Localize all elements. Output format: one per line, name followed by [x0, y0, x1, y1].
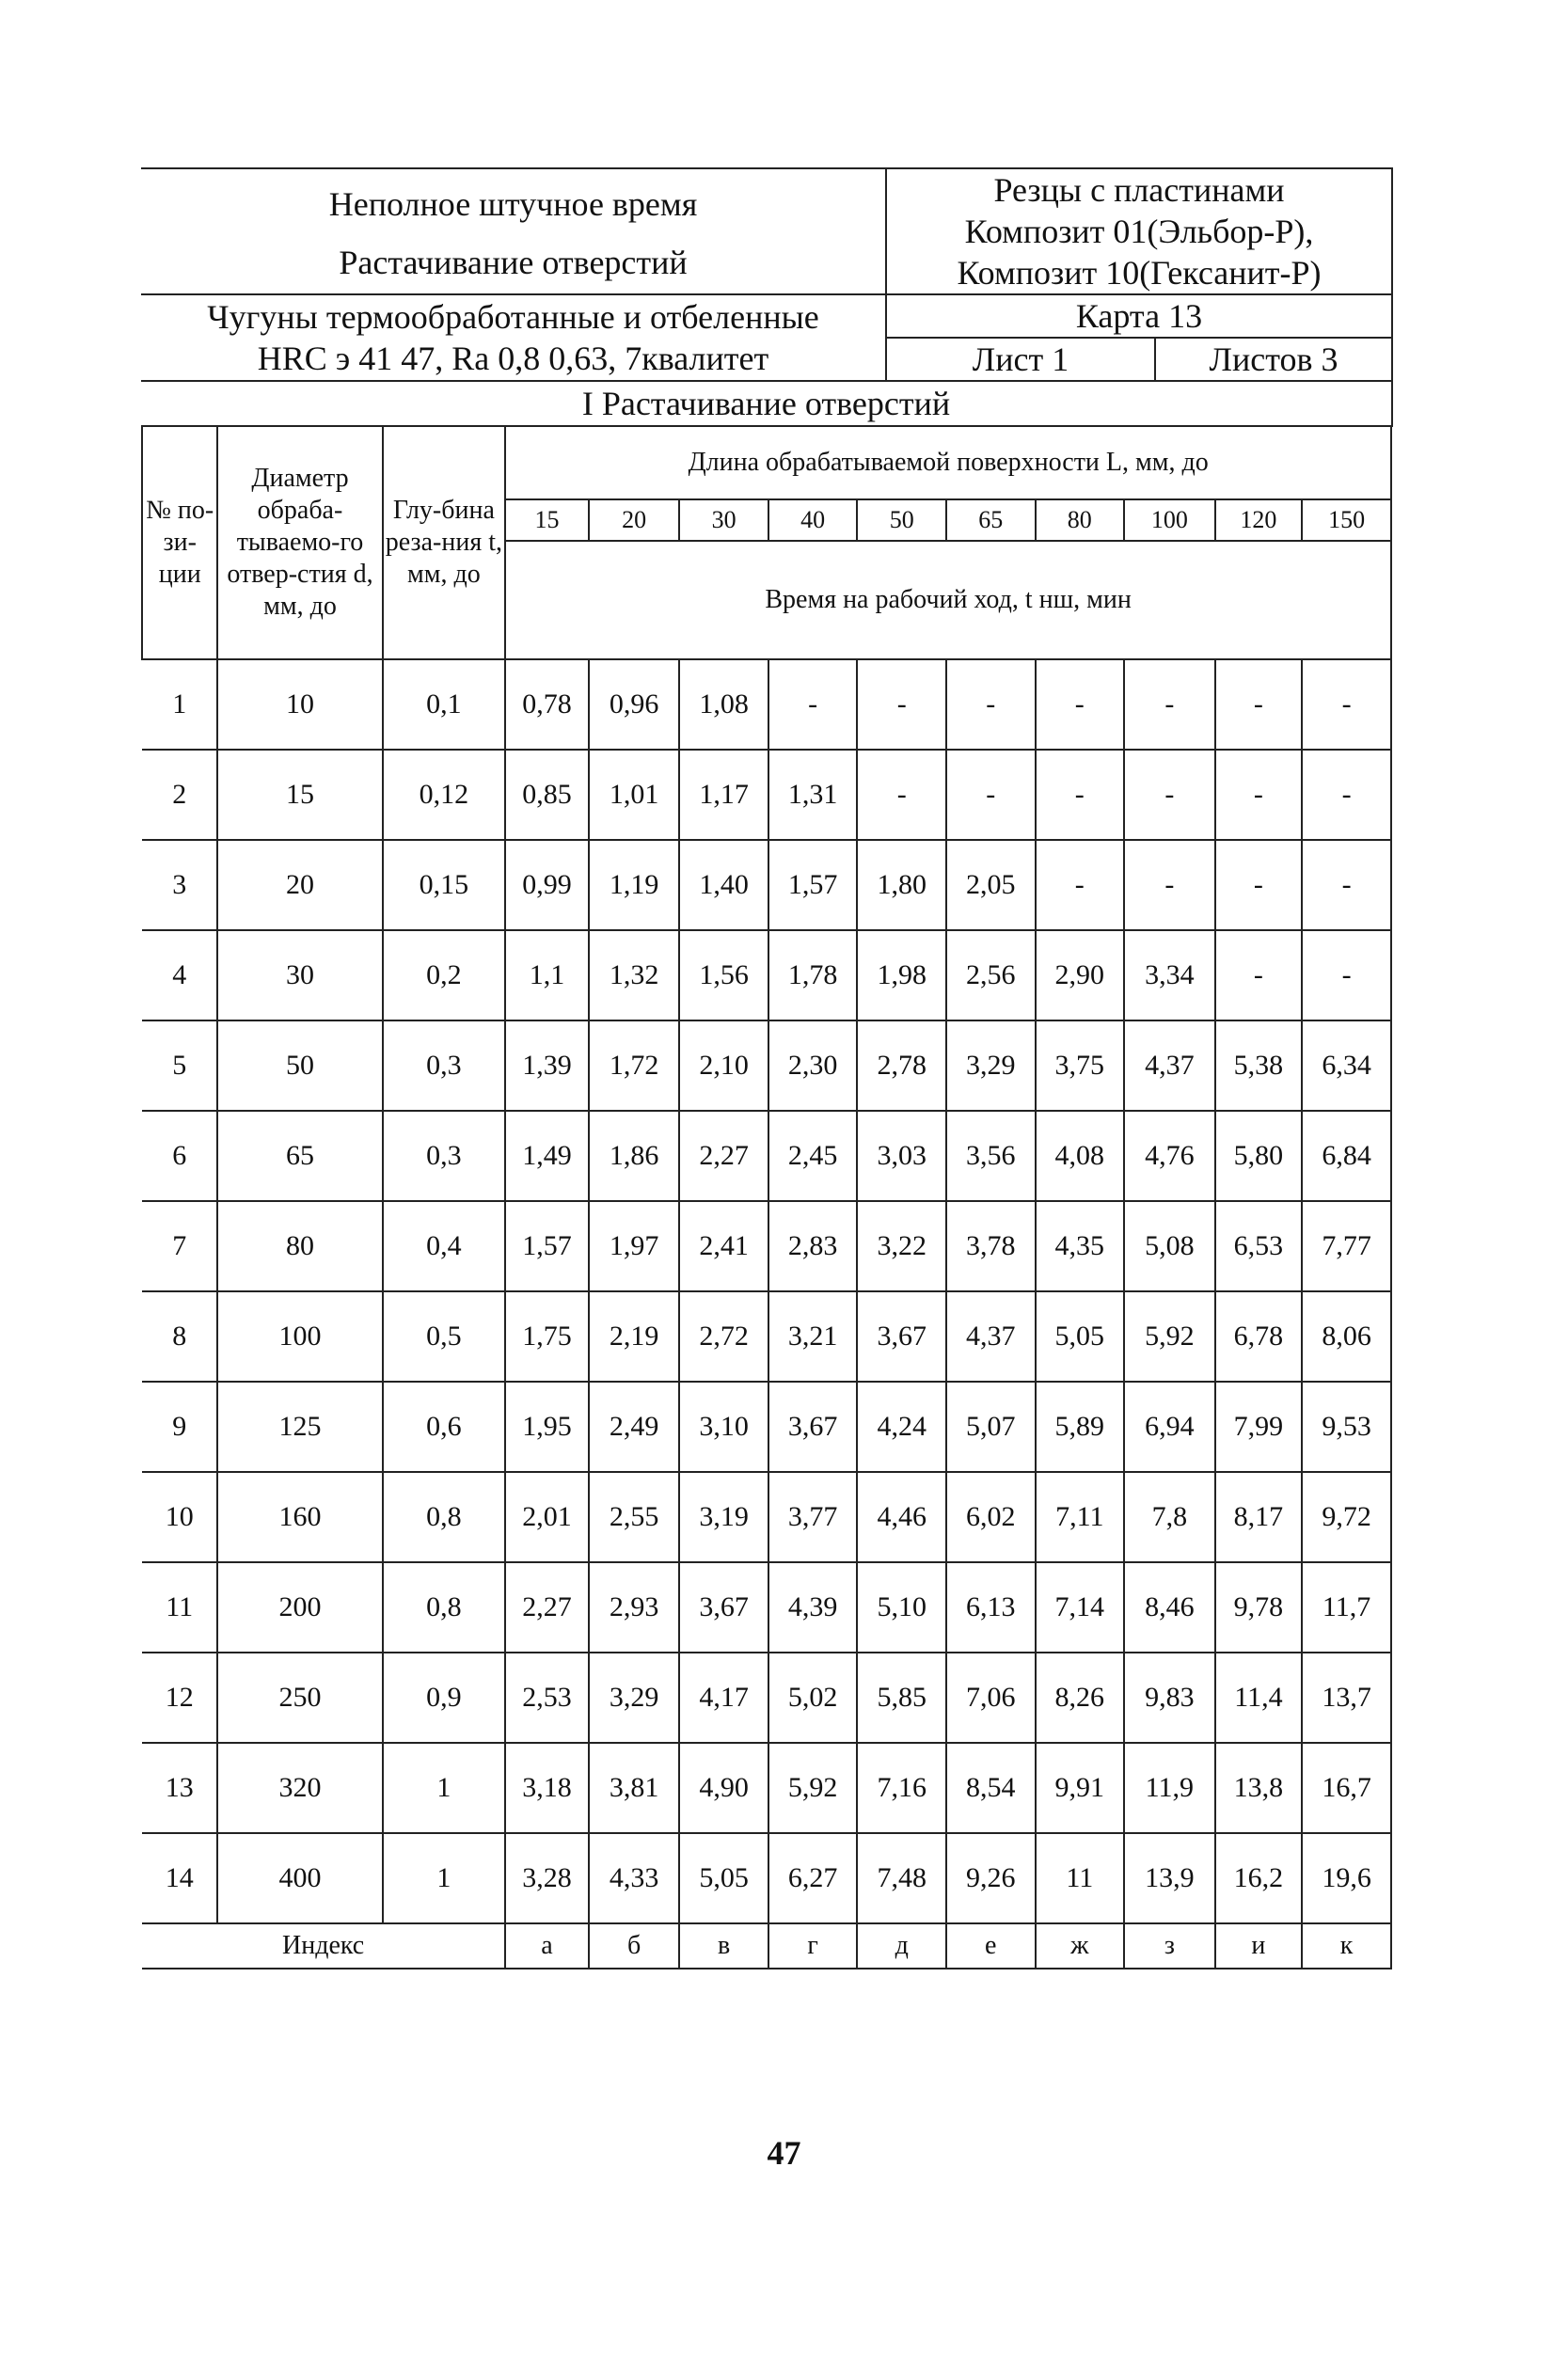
time-cell: - — [1124, 659, 1215, 750]
diameter-cell: 10 — [217, 659, 382, 750]
time-cell: 8,17 — [1215, 1472, 1303, 1562]
time-cell: 5,08 — [1124, 1201, 1215, 1291]
time-cell: 1,31 — [768, 750, 858, 840]
table-row — [142, 1743, 1391, 1833]
length-6: 80 — [1036, 499, 1125, 541]
diameter-cell: 250 — [217, 1653, 382, 1743]
material-cell — [141, 294, 886, 381]
time-cell: 7,16 — [857, 1743, 946, 1833]
time-cell: 9,72 — [1302, 1472, 1391, 1562]
time-cell: 1,80 — [857, 840, 946, 930]
time-cell: 0,96 — [589, 659, 680, 750]
depth-cell: 0,15 — [383, 840, 506, 930]
time-cell: 1,01 — [589, 750, 680, 840]
table-row — [142, 1472, 1391, 1562]
table-row — [142, 1111, 1391, 1201]
time-cell: 3,19 — [679, 1472, 768, 1562]
time-cell: - — [1302, 750, 1391, 840]
time-cell: 1,40 — [679, 840, 768, 930]
depth-cell: 1 — [383, 1743, 506, 1833]
position-cell: 9 — [142, 1382, 217, 1472]
time-cell: - — [1215, 750, 1303, 840]
index-letter: з — [1124, 1923, 1215, 1969]
material-line-1: Чугуны термообработанные и отбеленные — [207, 298, 819, 336]
time-cell: 1,95 — [505, 1382, 589, 1472]
table-row — [142, 659, 1391, 750]
time-cell: 16,2 — [1215, 1833, 1303, 1923]
position-cell: 7 — [142, 1201, 217, 1291]
time-cell: 2,05 — [946, 840, 1036, 930]
time-cell: 3,67 — [679, 1562, 768, 1653]
diameter-cell: 15 — [217, 750, 382, 840]
time-cell: 1,78 — [768, 930, 858, 1020]
time-cell: 1,1 — [505, 930, 589, 1020]
time-cell: 3,21 — [768, 1291, 858, 1382]
depth-cell: 0,2 — [383, 930, 506, 1020]
time-cell: 2,56 — [946, 930, 1036, 1020]
time-cell: 2,45 — [768, 1111, 858, 1201]
time-cell: 2,41 — [679, 1201, 768, 1291]
diameter-cell: 200 — [217, 1562, 382, 1653]
position-cell: 14 — [142, 1833, 217, 1923]
index-letter: ж — [1036, 1923, 1125, 1969]
position-cell: 3 — [142, 840, 217, 930]
time-cell: 1,49 — [505, 1111, 589, 1201]
length-5: 65 — [946, 499, 1036, 541]
time-cell: 1,97 — [589, 1201, 680, 1291]
col-position: № по-зи-ции — [142, 426, 217, 659]
time-cell: 8,54 — [946, 1743, 1036, 1833]
position-cell: 13 — [142, 1743, 217, 1833]
index-letter: д — [857, 1923, 946, 1969]
time-cell: 2,49 — [589, 1382, 680, 1472]
length-2: 30 — [679, 499, 768, 541]
time-cell: 3,81 — [589, 1743, 680, 1833]
table-row — [142, 1653, 1391, 1743]
time-cell: 11,4 — [1215, 1653, 1303, 1743]
time-cell: 5,89 — [1036, 1382, 1125, 1472]
time-cell: 3,75 — [1036, 1020, 1125, 1111]
time-cell: 4,17 — [679, 1653, 768, 1743]
time-cell: 9,26 — [946, 1833, 1036, 1923]
time-cell: 5,05 — [1036, 1291, 1125, 1382]
title: Неполное штучное время — [328, 185, 698, 223]
table-row — [142, 1562, 1391, 1653]
time-cell: - — [1215, 840, 1303, 930]
time-cell: 8,46 — [1124, 1562, 1215, 1653]
time-cell: 6,13 — [946, 1562, 1036, 1653]
time-cell: - — [857, 750, 946, 840]
time-cell: 4,08 — [1036, 1111, 1125, 1201]
time-cell: 2,27 — [505, 1562, 589, 1653]
section-title: I Растачивание отверстий — [141, 381, 1392, 426]
time-cell: 6,27 — [768, 1833, 858, 1923]
depth-cell: 0,5 — [383, 1291, 506, 1382]
table-row — [142, 1201, 1391, 1291]
table-row — [142, 930, 1391, 1020]
depth-cell: 0,4 — [383, 1201, 506, 1291]
time-cell: 3,18 — [505, 1743, 589, 1833]
time-cell: 8,26 — [1036, 1653, 1125, 1743]
index-letter: б — [589, 1923, 680, 1969]
page-number: 47 — [767, 2134, 801, 2172]
length-0: 15 — [505, 499, 589, 541]
time-cell: 11,9 — [1124, 1743, 1215, 1833]
time-cell: 1,32 — [589, 930, 680, 1020]
time-cell: - — [946, 659, 1036, 750]
time-cell: - — [1215, 659, 1303, 750]
depth-cell: 0,8 — [383, 1472, 506, 1562]
time-cell: 6,78 — [1215, 1291, 1303, 1382]
time-cell: - — [1215, 930, 1303, 1020]
time-cell: 5,38 — [1215, 1020, 1303, 1111]
time-cell: 4,24 — [857, 1382, 946, 1472]
length-3: 40 — [768, 499, 858, 541]
time-cell: 4,35 — [1036, 1201, 1125, 1291]
length-4: 50 — [857, 499, 946, 541]
index-letter: е — [946, 1923, 1036, 1969]
time-cell: 1,56 — [679, 930, 768, 1020]
diameter-cell: 65 — [217, 1111, 382, 1201]
time-cell: 0,85 — [505, 750, 589, 840]
time-cell: 1,08 — [679, 659, 768, 750]
time-cell: 2,53 — [505, 1653, 589, 1743]
time-cell: 6,84 — [1302, 1111, 1391, 1201]
time-cell: 0,78 — [505, 659, 589, 750]
time-cell: 2,83 — [768, 1201, 858, 1291]
time-cell: 11,7 — [1302, 1562, 1391, 1653]
position-cell: 6 — [142, 1111, 217, 1201]
time-cell: 3,34 — [1124, 930, 1215, 1020]
time-cell: 1,19 — [589, 840, 680, 930]
time-cell: 2,90 — [1036, 930, 1125, 1020]
depth-cell: 0,12 — [383, 750, 506, 840]
time-cell: 7,77 — [1302, 1201, 1391, 1291]
depth-cell: 0,1 — [383, 659, 506, 750]
diameter-cell: 20 — [217, 840, 382, 930]
position-cell: 12 — [142, 1653, 217, 1743]
time-cell: 4,37 — [946, 1291, 1036, 1382]
time-cell: 19,6 — [1302, 1833, 1391, 1923]
time-cell: 2,01 — [505, 1472, 589, 1562]
time-cell: 4,90 — [679, 1743, 768, 1833]
table-row — [142, 1382, 1391, 1472]
table-row — [142, 1291, 1391, 1382]
col-depth: Глу-бина реза-ния t, мм, до — [383, 426, 506, 659]
time-cell: 0,99 — [505, 840, 589, 930]
position-cell: 4 — [142, 930, 217, 1020]
time-cell: 3,77 — [768, 1472, 858, 1562]
length-8: 120 — [1215, 499, 1303, 541]
time-cell: 7,99 — [1215, 1382, 1303, 1472]
time-cell: 1,57 — [768, 840, 858, 930]
depth-cell: 0,3 — [383, 1111, 506, 1201]
time-cell: 3,10 — [679, 1382, 768, 1472]
time-cell: 13,7 — [1302, 1653, 1391, 1743]
time-cell: 1,17 — [679, 750, 768, 840]
time-cell: 7,48 — [857, 1833, 946, 1923]
diameter-cell: 100 — [217, 1291, 382, 1382]
time-cell: 2,19 — [589, 1291, 680, 1382]
time-cell: 5,85 — [857, 1653, 946, 1743]
depth-cell: 0,3 — [383, 1020, 506, 1111]
time-cell: 6,02 — [946, 1472, 1036, 1562]
time-cell: 3,67 — [857, 1291, 946, 1382]
time-cell: 4,46 — [857, 1472, 946, 1562]
length-7: 100 — [1124, 499, 1215, 541]
time-cell: - — [1302, 930, 1391, 1020]
time-cell: - — [1302, 659, 1391, 750]
index-letter: в — [679, 1923, 768, 1969]
tool-line-2: Композит 01(Эльбор-Р), — [964, 213, 1314, 250]
time-cell: 4,37 — [1124, 1020, 1215, 1111]
position-cell: 2 — [142, 750, 217, 840]
table-row — [142, 840, 1391, 930]
time-cell: 5,92 — [1124, 1291, 1215, 1382]
subtitle: Растачивание отверстий — [339, 244, 688, 281]
header-table — [141, 167, 1393, 427]
time-cell: 1,75 — [505, 1291, 589, 1382]
depth-cell: 0,6 — [383, 1382, 506, 1472]
time-header: Время на рабочий ход, t нш, мин — [505, 541, 1391, 659]
table-row — [142, 1833, 1391, 1923]
index-label: Индекс — [142, 1923, 505, 1969]
time-cell: 7,06 — [946, 1653, 1036, 1743]
time-cell: - — [857, 659, 946, 750]
time-cell: 1,86 — [589, 1111, 680, 1201]
time-cell: 9,91 — [1036, 1743, 1125, 1833]
time-cell: 3,29 — [946, 1020, 1036, 1111]
col-diameter: Диаметр обраба-тываемо-го отвер-стия d, мм, до — [217, 426, 382, 659]
data-table — [141, 425, 1392, 1969]
time-cell: 1,72 — [589, 1020, 680, 1111]
sheets-total-cell: Листов 3 — [1155, 338, 1392, 381]
index-letter: к — [1302, 1923, 1391, 1969]
time-cell: 5,05 — [679, 1833, 768, 1923]
table-row — [142, 1020, 1391, 1111]
diameter-cell: 80 — [217, 1201, 382, 1291]
tool-line-3: Композит 10(Гексанит-Р) — [957, 254, 1322, 292]
time-cell: - — [768, 659, 858, 750]
time-cell: 3,28 — [505, 1833, 589, 1923]
time-cell: - — [1124, 840, 1215, 930]
time-cell: 2,55 — [589, 1472, 680, 1562]
position-cell: 10 — [142, 1472, 217, 1562]
depth-cell: 0,9 — [383, 1653, 506, 1743]
time-cell: 3,03 — [857, 1111, 946, 1201]
time-cell: 2,27 — [679, 1111, 768, 1201]
time-cell: 4,76 — [1124, 1111, 1215, 1201]
depth-cell: 1 — [383, 1833, 506, 1923]
time-cell: 9,53 — [1302, 1382, 1391, 1472]
length-1: 20 — [589, 499, 680, 541]
time-cell: - — [946, 750, 1036, 840]
time-cell: 2,93 — [589, 1562, 680, 1653]
time-cell: 13,9 — [1124, 1833, 1215, 1923]
header-left — [141, 168, 886, 294]
time-cell: 3,22 — [857, 1201, 946, 1291]
position-cell: 11 — [142, 1562, 217, 1653]
time-cell: 6,53 — [1215, 1201, 1303, 1291]
time-cell: 4,39 — [768, 1562, 858, 1653]
time-cell: 13,8 — [1215, 1743, 1303, 1833]
diameter-cell: 125 — [217, 1382, 382, 1472]
time-cell: 11 — [1036, 1833, 1125, 1923]
material-line-2: HRC э 41 47, Ra 0,8 0,63, 7квалитет — [257, 340, 769, 377]
time-cell: 6,34 — [1302, 1020, 1391, 1111]
position-cell: 8 — [142, 1291, 217, 1382]
time-cell: 4,33 — [589, 1833, 680, 1923]
time-cell: 5,07 — [946, 1382, 1036, 1472]
time-cell: 7,11 — [1036, 1472, 1125, 1562]
time-cell: - — [1036, 659, 1125, 750]
time-cell: 9,78 — [1215, 1562, 1303, 1653]
time-cell: 7,14 — [1036, 1562, 1125, 1653]
index-letter: и — [1215, 1923, 1303, 1969]
length-9: 150 — [1302, 499, 1391, 541]
time-cell: 1,39 — [505, 1020, 589, 1111]
time-cell: 3,56 — [946, 1111, 1036, 1201]
header-right — [886, 168, 1392, 294]
diameter-cell: 160 — [217, 1472, 382, 1562]
time-cell: 5,92 — [768, 1743, 858, 1833]
time-cell: 3,78 — [946, 1201, 1036, 1291]
time-cell: 16,7 — [1302, 1743, 1391, 1833]
col-length-header: Длина обрабатываемой поверхности L, мм, до — [505, 426, 1391, 499]
sheet-cell: Лист 1 — [886, 338, 1155, 381]
diameter-cell: 30 — [217, 930, 382, 1020]
index-letter: а — [505, 1923, 589, 1969]
time-cell: 3,29 — [589, 1653, 680, 1743]
time-cell: 2,10 — [679, 1020, 768, 1111]
time-cell: 1,98 — [857, 930, 946, 1020]
time-cell: 2,30 — [768, 1020, 858, 1111]
table-row — [142, 750, 1391, 840]
tool-line-1: Резцы с пластинами — [993, 171, 1285, 209]
time-cell: - — [1124, 750, 1215, 840]
diameter-cell: 50 — [217, 1020, 382, 1111]
time-cell: - — [1036, 840, 1125, 930]
time-cell: 6,94 — [1124, 1382, 1215, 1472]
document-page — [141, 167, 1392, 1969]
card-cell: Карта 13 — [886, 294, 1392, 338]
diameter-cell: 400 — [217, 1833, 382, 1923]
time-cell: 8,06 — [1302, 1291, 1391, 1382]
time-cell: 3,67 — [768, 1382, 858, 1472]
index-letter: г — [768, 1923, 858, 1969]
time-cell: 7,8 — [1124, 1472, 1215, 1562]
index-row — [142, 1923, 1391, 1969]
time-cell: 5,10 — [857, 1562, 946, 1653]
time-cell: 1,57 — [505, 1201, 589, 1291]
position-cell: 1 — [142, 659, 217, 750]
time-cell: 5,80 — [1215, 1111, 1303, 1201]
position-cell: 5 — [142, 1020, 217, 1111]
time-cell: - — [1036, 750, 1125, 840]
time-cell: - — [1302, 840, 1391, 930]
time-cell: 2,78 — [857, 1020, 946, 1111]
time-cell: 2,72 — [679, 1291, 768, 1382]
depth-cell: 0,8 — [383, 1562, 506, 1653]
time-cell: 9,83 — [1124, 1653, 1215, 1743]
diameter-cell: 320 — [217, 1743, 382, 1833]
time-cell: 5,02 — [768, 1653, 858, 1743]
